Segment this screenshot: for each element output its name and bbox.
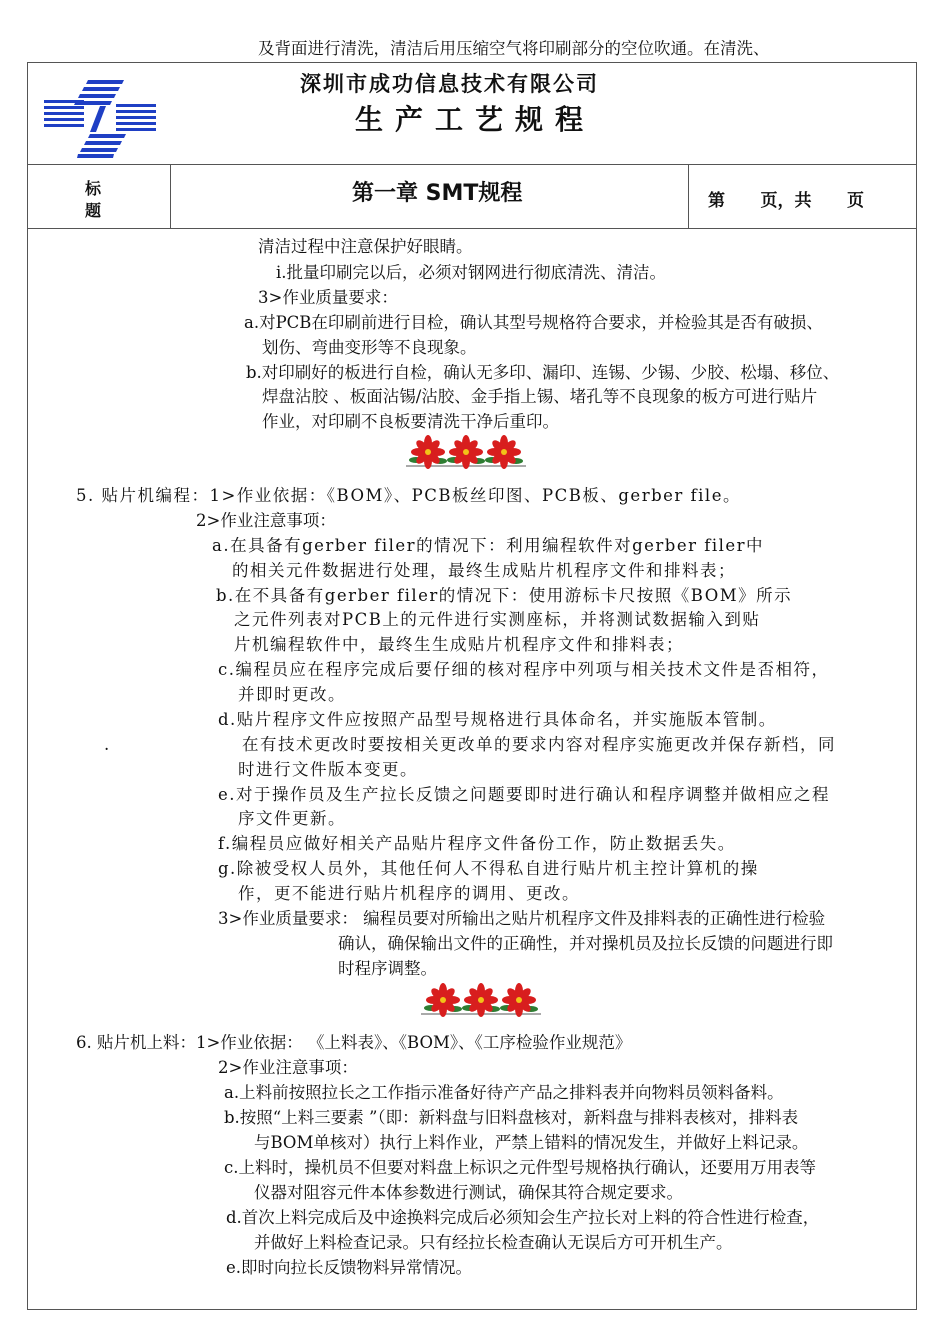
- text-line: 作，更不能进行贴片机程序的调用、更改。: [238, 884, 580, 903]
- text-line: 时程序调整。: [338, 959, 437, 978]
- chapter-title: 第一章 SMT规程: [352, 181, 523, 206]
- text-line: 3>作业质量要求：: [258, 288, 398, 307]
- text-line: 确认，确保输出文件的正确性，并对操机员及拉长反馈的问题进行即: [338, 934, 833, 953]
- text-line: a.上料前按照拉长之工作指示准备好待产产品之排料表并向物料员领料备料。: [224, 1083, 784, 1102]
- text-line: 与BOM单核对）执行上料作业，严禁上错料的情况发生，并做好上料记录。: [254, 1133, 809, 1152]
- text-line: 2>作业注意事项：: [196, 511, 336, 530]
- text-line: d.贴片程序文件应按照产品型号规格进行具体命名，并实施版本管制。: [218, 710, 777, 729]
- text-line: 并即时更改。: [238, 685, 346, 704]
- text-line: 焊盘沾胶 、板面沾锡/沾胶、金手指上锡、堵孔等不良现象的板方可进行贴片: [262, 387, 818, 406]
- text-line: a.在具备有gerber filer的情况下：利用编程软件对gerber filer中: [212, 536, 765, 555]
- text-line: 的相关元件数据进行处理，最终生成贴片机程序文件和排料表；: [232, 561, 736, 580]
- text-line: g.除被受权人员外，其他任何人不得私自进行贴片机主控计算机的操: [218, 859, 759, 878]
- text-line: 划伤、弯曲变形等不良现象。: [262, 338, 477, 357]
- text-line: 清洁过程中注意保护好眼睛。: [258, 237, 473, 256]
- text-line: d.首次上料完成后及中途换料完成后必须知会生产拉长对上料的符合性进行检查，: [226, 1208, 820, 1227]
- section-6-heading: 6. 贴片机上料：1>作业依据： 《上料表》、《BOM》、《工序检验作业规范》: [76, 1033, 632, 1052]
- text-line: f.编程员应做好相关产品贴片程序文件备份工作，防止数据丢失。: [218, 834, 736, 853]
- page-info-divider: [688, 164, 689, 228]
- title-label-divider: [170, 164, 171, 228]
- text-line: b.按照“上料三要素 ”（即：新料盘与旧料盘核对，新料盘与排料表核对，排料表: [224, 1108, 799, 1127]
- text-line: 2>作业注意事项：: [218, 1058, 358, 1077]
- title-label-bottom: 题: [85, 201, 102, 220]
- title-label-top: 标: [85, 179, 102, 198]
- text-line: 3>作业质量要求： 编程员要对所输出之贴片机程序文件及排料表的正确性进行检验: [218, 909, 826, 928]
- flower-divider: [421, 980, 541, 1024]
- text-line: e.对于操作员及生产拉长反馈之问题要即时进行确认和程序调整并做相应之程: [218, 785, 831, 804]
- text-line: b.在不具备有gerber filer的情况下：使用游标卡尺按照《BOM》所示: [216, 586, 793, 605]
- text-line: 仪器对阻容元件本体参数进行测试，确保其符合规定要求。: [254, 1183, 683, 1202]
- section-5-heading: 5. 贴片机编程：1>作业依据：《BOM》、PCB板丝印图、PCB板、gerber file。: [76, 486, 741, 505]
- continued-text-line: 及背面进行清洗，清洁后用压缩空气将印刷部分的空位吹通。在清洗、: [258, 39, 770, 58]
- text-line: 片机编程软件中，最终生生成贴片机程序文件和排料表；: [234, 635, 684, 654]
- text-line: b.对印刷好的板进行自检，确认无多印、漏印、连锡、少锡、少胶、松塌、移位、: [246, 363, 840, 382]
- title-row-divider: [27, 228, 917, 229]
- text-line: 并做好上料检查记录。只有经拉长检查确认无误后方可开机生产。: [254, 1233, 733, 1252]
- flower-divider: [406, 432, 526, 476]
- text-line: a.对PCB在印刷前进行目检，确认其型号规格符合要求，并检验其是否有破损、: [244, 313, 823, 332]
- header-divider: [27, 164, 917, 165]
- text-line: 作业，对印刷不良板要清洗干净后重印。: [262, 412, 559, 431]
- text-line: 序文件更新。: [238, 809, 346, 828]
- stray-dot: .: [104, 735, 110, 754]
- text-line: c.上料时，操机员不但要对料盘上标识之元件型号规格执行确认，还要用万用表等: [224, 1158, 816, 1177]
- page-info: 第 页，共 页: [708, 191, 865, 211]
- company-name: 深圳市成功信息技术有限公司: [300, 72, 599, 96]
- company-logo: [44, 80, 156, 158]
- text-line: e.即时向拉长反馈物料异常情况。: [226, 1258, 473, 1277]
- document-title: 生产工艺规程: [355, 103, 596, 136]
- text-line: c.编程员应在程序完成后要仔细的核对程序中列项与相关技术文件是否相符，: [218, 660, 830, 679]
- text-line: 在有技术更改时要按相关更改单的要求内容对程序实施更改并保存新档，同: [242, 735, 836, 754]
- text-line: 之元件列表对PCB上的元件进行实测座标，并将测试数据输入到贴: [234, 610, 761, 629]
- text-line: i.批量印刷完以后，必须对钢网进行彻底清洗、清洁。: [276, 263, 667, 282]
- text-line: 时进行文件版本变更。: [238, 760, 418, 779]
